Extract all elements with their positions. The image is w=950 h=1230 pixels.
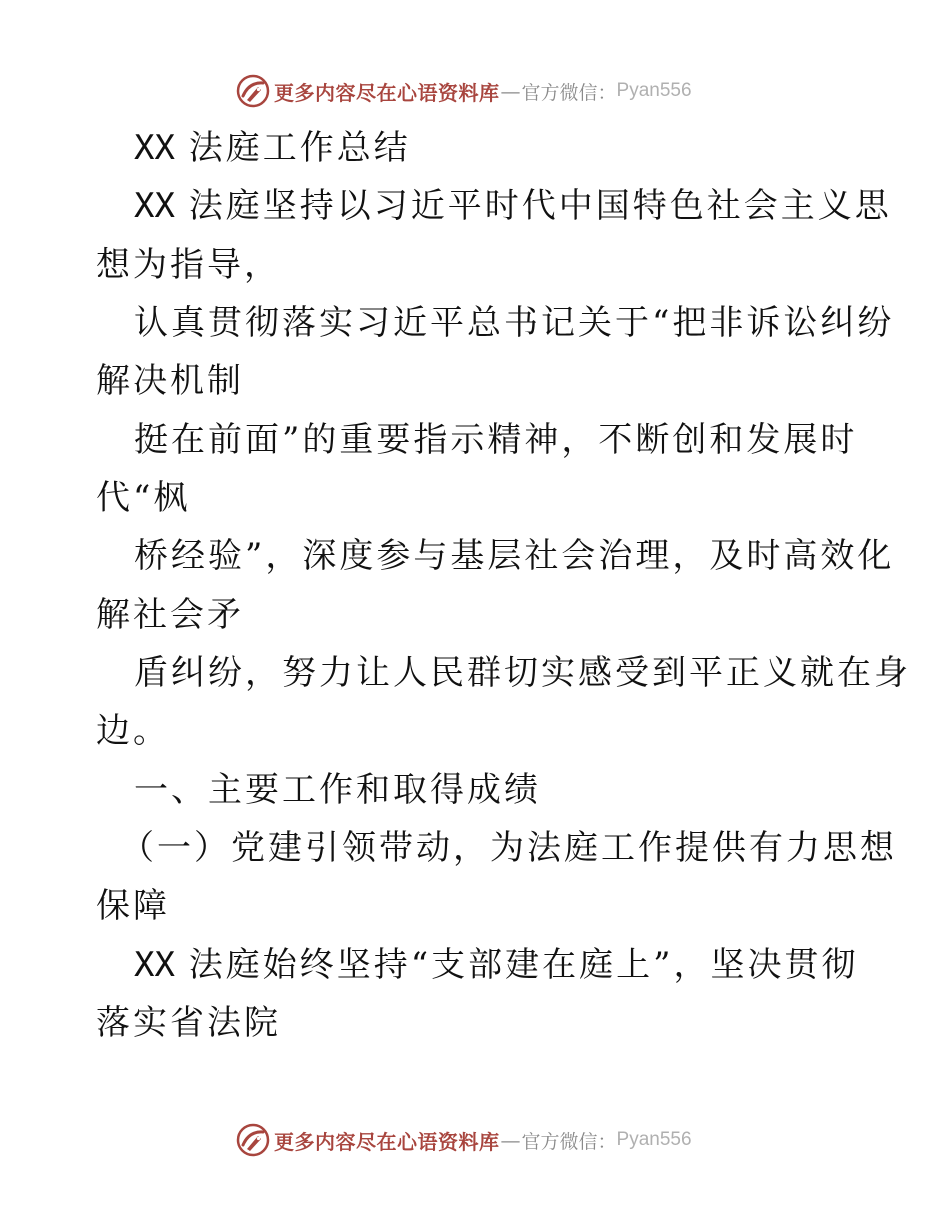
document-title: XX 法庭工作总结: [134, 128, 411, 168]
watermark-wechat-id: Pyan556: [616, 1129, 692, 1150]
watermark-dash: —: [500, 1128, 521, 1152]
paragraph-line: 解社会矛: [96, 595, 244, 635]
paragraph-line: 挺在前面”的重要指示精神，不断创和发展时: [134, 420, 858, 460]
pen-nib-seal-icon: [236, 74, 270, 108]
paragraph-line: 边。: [96, 711, 170, 751]
watermark-dash: —: [500, 79, 521, 103]
subsection-heading: （一）党建引领带动，为法庭工作提供有力思想: [120, 828, 897, 868]
paragraph-line: 想为指导，: [96, 245, 281, 285]
watermark-main-text: 更多内容尽在心语资料库: [274, 80, 500, 105]
header-watermark: [236, 73, 692, 109]
paragraph-line: 落实省法院: [96, 1003, 281, 1043]
paragraph-line: 解决机制: [96, 361, 244, 401]
subsection-heading-cont: 保障: [96, 886, 170, 926]
paragraph-line: 桥经验”，深度参与基层社会治理，及时高效化: [134, 536, 895, 576]
paragraph-line: 认真贯彻落实习近平总书记关于“把非诉讼纠纷: [134, 303, 895, 343]
watermark-sub-text: 官方微信：: [521, 81, 617, 104]
paragraph-line: XX 法庭始终坚持“支部建在庭上”，坚决贯彻: [134, 945, 859, 985]
footer-watermark: [236, 1122, 692, 1158]
pen-nib-seal-icon: [236, 1123, 270, 1157]
paragraph-line: XX 法庭坚持以习近平时代中国特色社会主义思: [134, 186, 892, 226]
watermark-main-text: 更多内容尽在心语资料库: [274, 1129, 500, 1154]
paragraph-line: 代“枫: [96, 478, 191, 518]
section-heading: 一、主要工作和取得成绩: [134, 770, 541, 810]
paragraph-line: 盾纠纷，努力让人民群切实感受到平正义就在身: [134, 653, 911, 693]
watermark-wechat-id: Pyan556: [616, 80, 692, 101]
watermark-sub-text: 官方微信：: [521, 1130, 617, 1153]
